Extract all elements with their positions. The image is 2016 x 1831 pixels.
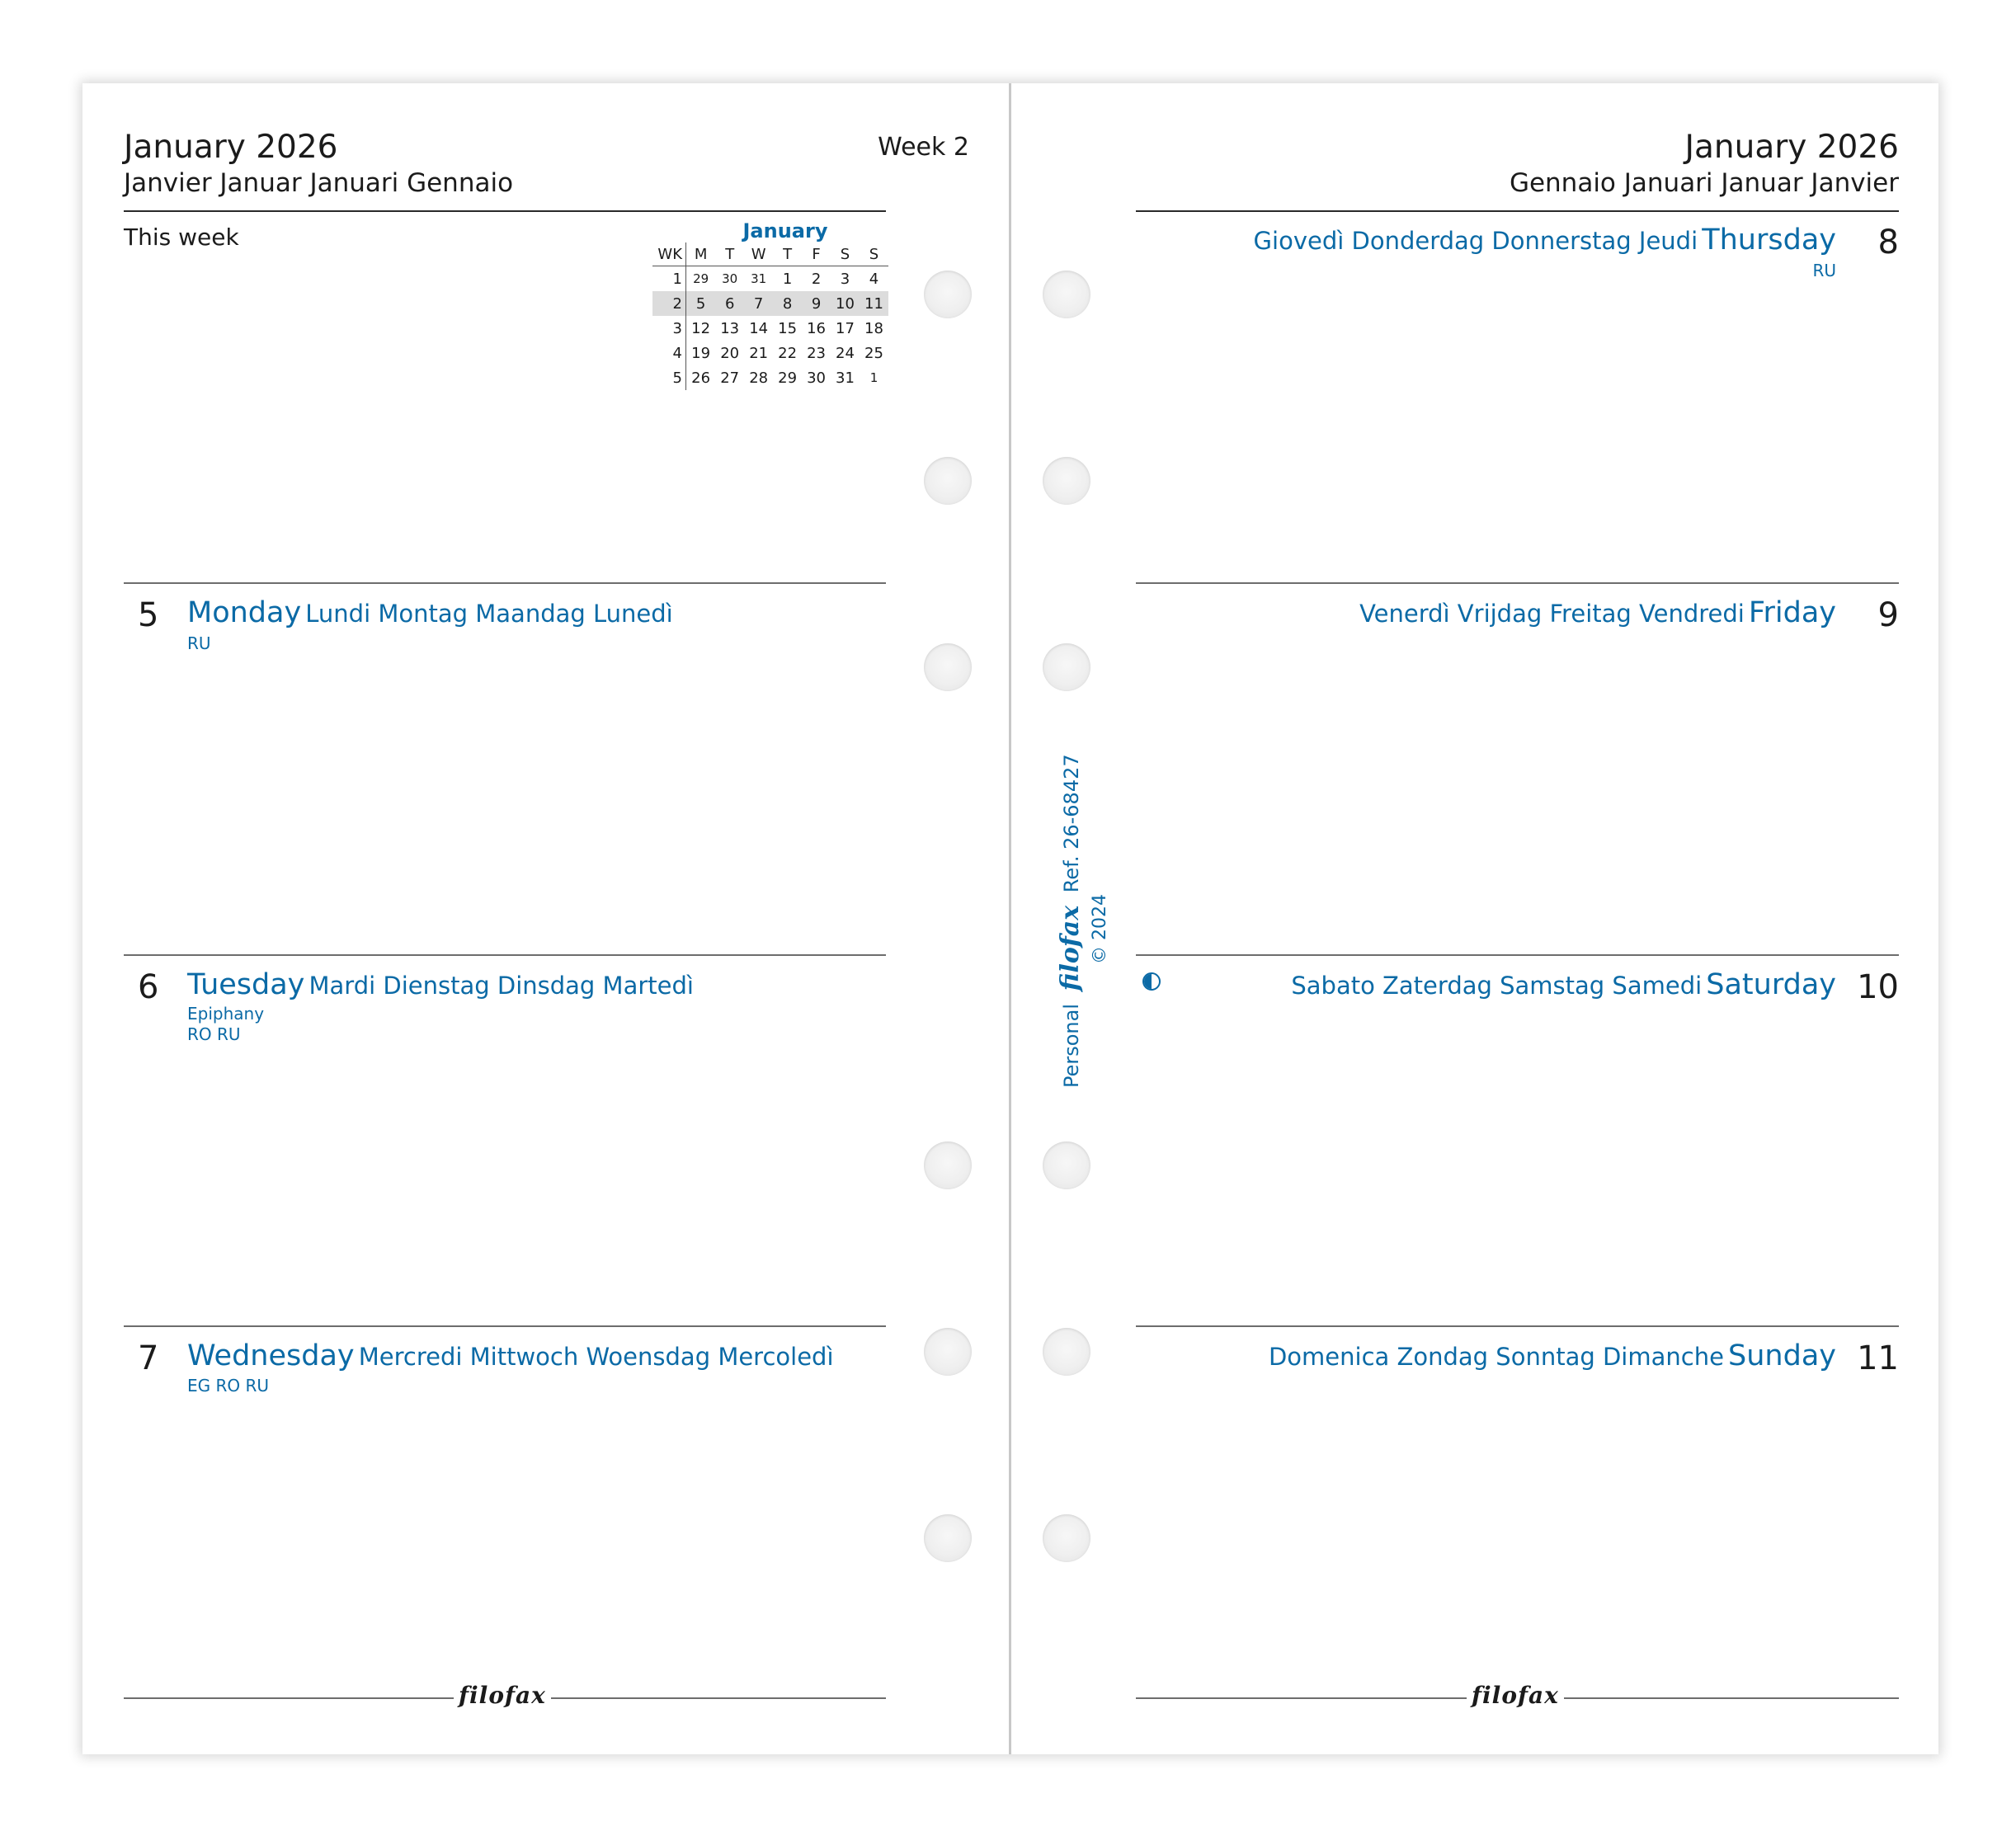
- mini-calendar-header: WK: [652, 242, 686, 266]
- month-translations: Janvier Januar Januari Gennaio: [124, 168, 514, 198]
- calendar-day: 10: [831, 291, 860, 316]
- day-name: Thursday: [1702, 224, 1836, 257]
- filofax-logo: filofax: [1467, 1682, 1564, 1709]
- calendar-day: 22: [778, 344, 798, 362]
- day-name: Tuesday: [187, 968, 305, 1001]
- calendar-day: 29: [778, 369, 798, 387]
- calendar-day: 7: [744, 291, 773, 316]
- spine-brand: filofax: [1056, 905, 1085, 991]
- calendar-day: 16: [807, 319, 826, 337]
- spine-imprint: [1056, 754, 1110, 1088]
- punch-hole: [924, 1328, 972, 1376]
- spine-copyright: © 2024: [1090, 894, 1110, 964]
- day-heading: [187, 1339, 834, 1372]
- day-name-translations: Domenica Zondag Sonntag Dimanche: [1268, 1343, 1724, 1371]
- day-number: 7: [138, 1339, 159, 1377]
- calendar-day: 30: [722, 271, 738, 286]
- day-name-translations: Giovedì Donderdag Donnerstag Jeudi: [1253, 227, 1698, 255]
- day-divider: [1136, 954, 1899, 956]
- mini-calendar: [652, 219, 888, 390]
- calendar-day: 19: [691, 344, 711, 362]
- day-number: 8: [1877, 224, 1899, 261]
- day-heading: [187, 596, 673, 629]
- calendar-day: 11: [860, 291, 888, 316]
- day-heading: [187, 968, 694, 1001]
- day-divider: [124, 954, 886, 956]
- day-name: Sunday: [1728, 1339, 1836, 1372]
- mini-calendar-header: F: [802, 242, 831, 266]
- punch-hole: [1043, 271, 1090, 318]
- calendar-day: 2: [811, 270, 822, 288]
- punch-hole: [924, 1141, 972, 1189]
- calendar-day: 26: [691, 369, 711, 387]
- punch-hole: [1043, 1328, 1090, 1376]
- mini-calendar-week-row: [652, 341, 888, 365]
- day-note: Epiphany: [187, 1004, 265, 1024]
- calendar-day: 6: [715, 291, 744, 316]
- header-rule: [1136, 210, 1899, 212]
- day-divider: [124, 582, 886, 584]
- calendar-day: 4: [869, 270, 879, 288]
- day-note: RU: [1812, 261, 1836, 280]
- week-number: 2: [652, 291, 686, 316]
- calendar-day: 14: [749, 319, 769, 337]
- calendar-day: 24: [836, 344, 855, 362]
- calendar-day: 12: [691, 319, 711, 337]
- day-number: 5: [138, 596, 159, 634]
- mini-calendar-title: January: [742, 219, 828, 242]
- calendar-day: 15: [778, 319, 798, 337]
- mini-calendar-week-row: [652, 266, 888, 292]
- calendar-day: 20: [720, 344, 740, 362]
- mini-calendar-week-row: [652, 316, 888, 341]
- punch-hole: [924, 457, 972, 505]
- mini-calendar-header-row: [652, 242, 888, 266]
- day-name: Monday: [187, 596, 302, 629]
- week-number: 4: [652, 341, 686, 365]
- day-heading: [1254, 226, 1836, 255]
- this-week-label: This week: [124, 224, 239, 251]
- punch-hole: [1043, 457, 1090, 505]
- day-note: EG RO RU: [187, 1376, 270, 1396]
- calendar-day: 1: [782, 270, 793, 288]
- day-heading: [1359, 596, 1836, 629]
- spine-size: Personal: [1060, 1003, 1083, 1088]
- calendar-day: 27: [720, 369, 740, 387]
- month-translations: Gennaio Januari Januar Janvier: [1509, 168, 1899, 198]
- first-quarter-moon-icon: [1142, 972, 1161, 991]
- calendar-day: 3: [840, 270, 850, 288]
- right-page: [1010, 83, 1938, 1754]
- page-title: January 2026: [124, 129, 338, 166]
- calendar-day: 31: [751, 271, 767, 286]
- filofax-logo: filofax: [454, 1682, 551, 1709]
- day-heading: [1268, 1339, 1836, 1372]
- day-name: Wednesday: [187, 1339, 355, 1372]
- week-number: 1: [652, 266, 686, 292]
- week-number: 5: [652, 365, 686, 390]
- day-divider: [1136, 1325, 1899, 1327]
- day-name-translations: Sabato Zaterdag Samstag Samedi: [1291, 972, 1703, 1000]
- left-page: [82, 83, 1010, 1754]
- day-number: 9: [1877, 596, 1899, 634]
- calendar-day: 8: [773, 291, 802, 316]
- day-name: Saturday: [1706, 968, 1836, 1001]
- punch-hole: [924, 271, 972, 318]
- punch-hole: [1043, 1514, 1090, 1562]
- mini-calendar-header: S: [860, 242, 888, 266]
- planner-spread: [82, 83, 1938, 1754]
- calendar-day: 31: [836, 369, 855, 387]
- day-note: RU: [187, 633, 211, 653]
- day-name-translations: Venerdì Vrijdag Freitag Vendredi: [1359, 600, 1745, 628]
- mini-calendar-header: M: [686, 242, 716, 266]
- calendar-day: 25: [864, 344, 883, 362]
- calendar-day: 23: [807, 344, 826, 362]
- day-heading: [1291, 968, 1836, 1001]
- punch-hole: [1043, 643, 1090, 691]
- day-number: 6: [138, 968, 159, 1006]
- day-name-translations: Mercredi Mittwoch Woensdag Mercoledì: [358, 1343, 834, 1371]
- mini-calendar-table: [652, 242, 888, 390]
- week-number: 3: [652, 316, 686, 341]
- day-divider: [124, 1325, 886, 1327]
- mini-calendar-week-row: [652, 365, 888, 390]
- calendar-day: 30: [807, 369, 826, 387]
- calendar-day: 5: [686, 291, 716, 316]
- punch-hole: [1043, 1141, 1090, 1189]
- mini-calendar-header: S: [831, 242, 860, 266]
- calendar-day: 29: [693, 271, 709, 286]
- day-number: 11: [1857, 1339, 1899, 1377]
- day-name: Friday: [1748, 596, 1836, 629]
- mini-calendar-header: T: [773, 242, 802, 266]
- day-divider: [1136, 582, 1899, 584]
- calendar-day: 13: [720, 319, 740, 337]
- calendar-day: 18: [864, 319, 883, 337]
- calendar-day: 1: [869, 370, 878, 385]
- calendar-day: 21: [749, 344, 769, 362]
- header-rule: [124, 210, 886, 212]
- day-name-translations: Mardi Dienstag Dinsdag Martedì: [309, 972, 694, 1000]
- week-label: Week 2: [878, 133, 969, 162]
- calendar-day: 9: [802, 291, 831, 316]
- day-name-translations: Lundi Montag Maandag Lunedì: [305, 600, 673, 628]
- day-note: RO RU: [187, 1024, 241, 1044]
- calendar-day: 17: [836, 319, 855, 337]
- calendar-day: 28: [749, 369, 769, 387]
- mini-calendar-current-week-row: [652, 291, 888, 316]
- day-number: 10: [1857, 968, 1899, 1006]
- mini-calendar-header: W: [744, 242, 773, 266]
- page-title: January 2026: [1684, 129, 1899, 166]
- spine-ref: Ref. 26-68427: [1060, 754, 1083, 893]
- punch-hole: [924, 1514, 972, 1562]
- punch-hole: [924, 643, 972, 691]
- mini-calendar-header: T: [715, 242, 744, 266]
- spine-line-1: [1056, 754, 1085, 1088]
